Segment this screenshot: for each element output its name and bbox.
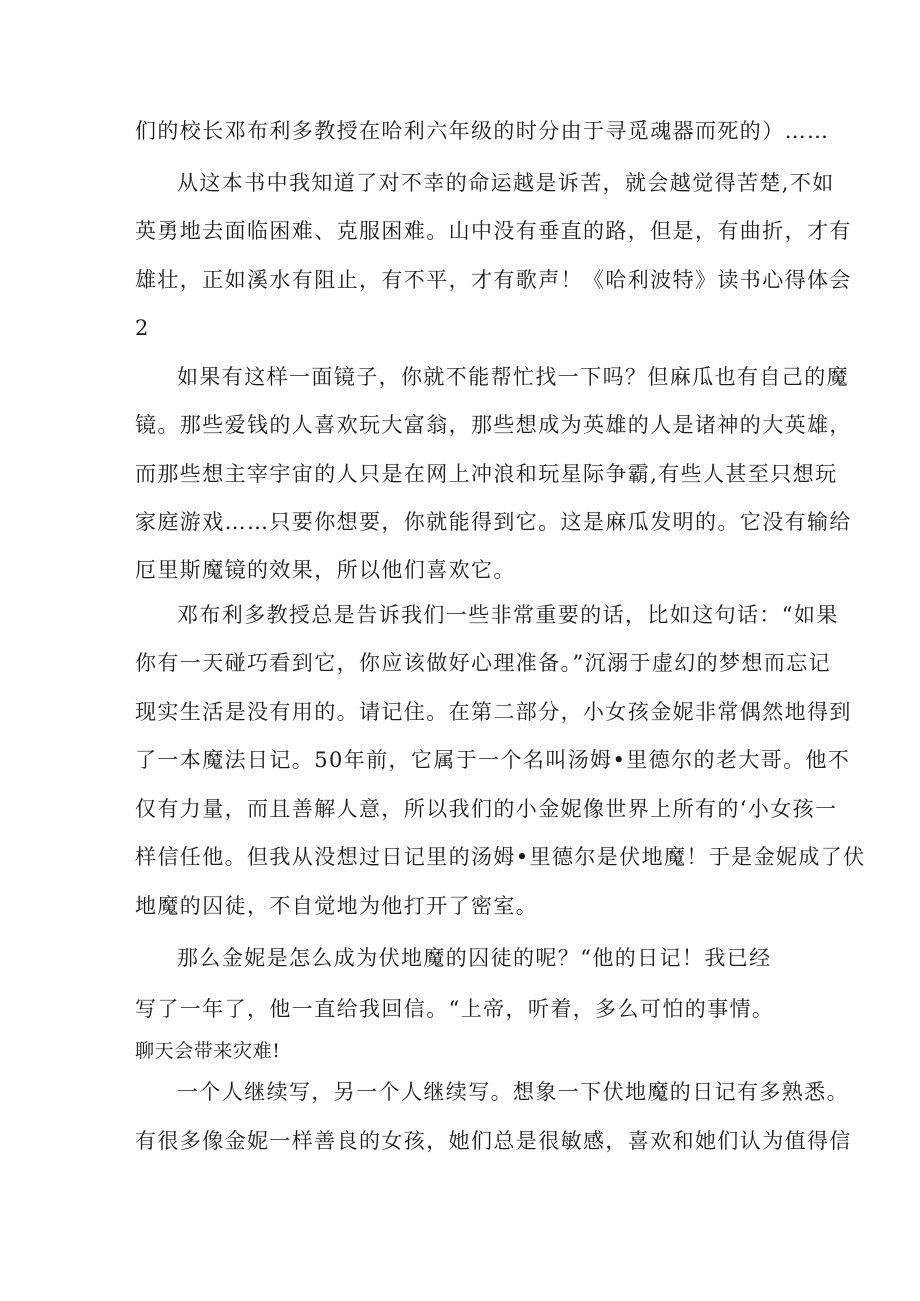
text-line: 厄里斯魔镜的效果，所以他们喜欢它。 (135, 558, 516, 582)
paragraph-start-line: 如果有这样一面镜子，你就不能帮忙找一下吗？但麻瓜也有自己的魔 (177, 365, 849, 389)
text-line: 地魔的囚徒，不自觉地为他打开了密室。 (135, 894, 539, 918)
text-line: 聊天会带来灾难! (135, 1040, 281, 1062)
paragraph-start-line: 从这本书中我知道了对不幸的命运越是诉苦，就会越觉得苦楚,不如 (177, 171, 835, 195)
text-line: 家庭游戏……只要你想要，你就能得到它。这是麻瓜发明的。它没有输给 (135, 510, 852, 534)
text-line: 写了一年了，他一直给我回信。“上帝，听着，多么可怕的事情。 (135, 997, 775, 1021)
paragraph-start-line: 一个人继续写，另一个人继续写。想象一下伏地魔的日记有多熟悉。 (177, 1080, 849, 1104)
text-line: 现实生活是没有用的。请记住。在第二部分，小女孩金妮非常偶然地得到 (135, 700, 852, 724)
text-line: 你有一天碰巧看到它，你应该做好心理准备。”沉溺于虚幻的梦想而忘记 (135, 651, 832, 675)
text-line: 们的校长邓布利多教授在哈利六年级的时分由于寻觅魂器而死的）…… (135, 119, 830, 143)
paragraph-start-line: 那么金妮是怎么成为伏地魔的囚徒的呢？“他的日记！我已经 (177, 946, 772, 970)
text-line: 有很多像金妮一样善良的女孩，她们总是很敏感，喜欢和她们认为值得信 (135, 1129, 852, 1153)
text-line: 样信任他。但我从没想过日记里的汤姆•里德尔是伏地魔！于是金妮成了伏 (135, 845, 866, 869)
text-line: 镜。那些爱钱的人喜欢玩大富翁，那些想成为英雄的人是诸神的大英雄， (135, 413, 852, 437)
text-line: 2 (135, 316, 150, 340)
text-line: 而那些想主宰宇宙的人只是在网上冲浪和玩星际争霸,有些人甚至只想玩 (135, 462, 838, 486)
text-line: 英勇地去面临困难、克服困难。山中没有垂直的路，但是，有曲折，才有 (135, 219, 852, 243)
text-line: 了一本魔法日记。50年前，它属于一个名叫汤姆•里德尔的老大哥。他不 (135, 748, 851, 772)
text-line: 雄壮，正如溪水有阻止，有不平，才有歌声！《哈利波特》读书心得体会 (135, 268, 852, 292)
paragraph-start-line: 邓布利多教授总是告诉我们一些非常重要的话，比如这句话：“如果 (177, 603, 839, 627)
text-line: 仅有力量，而且善解人意，所以我们的小金妮像世界上所有的‘小女孩一 (135, 797, 838, 821)
